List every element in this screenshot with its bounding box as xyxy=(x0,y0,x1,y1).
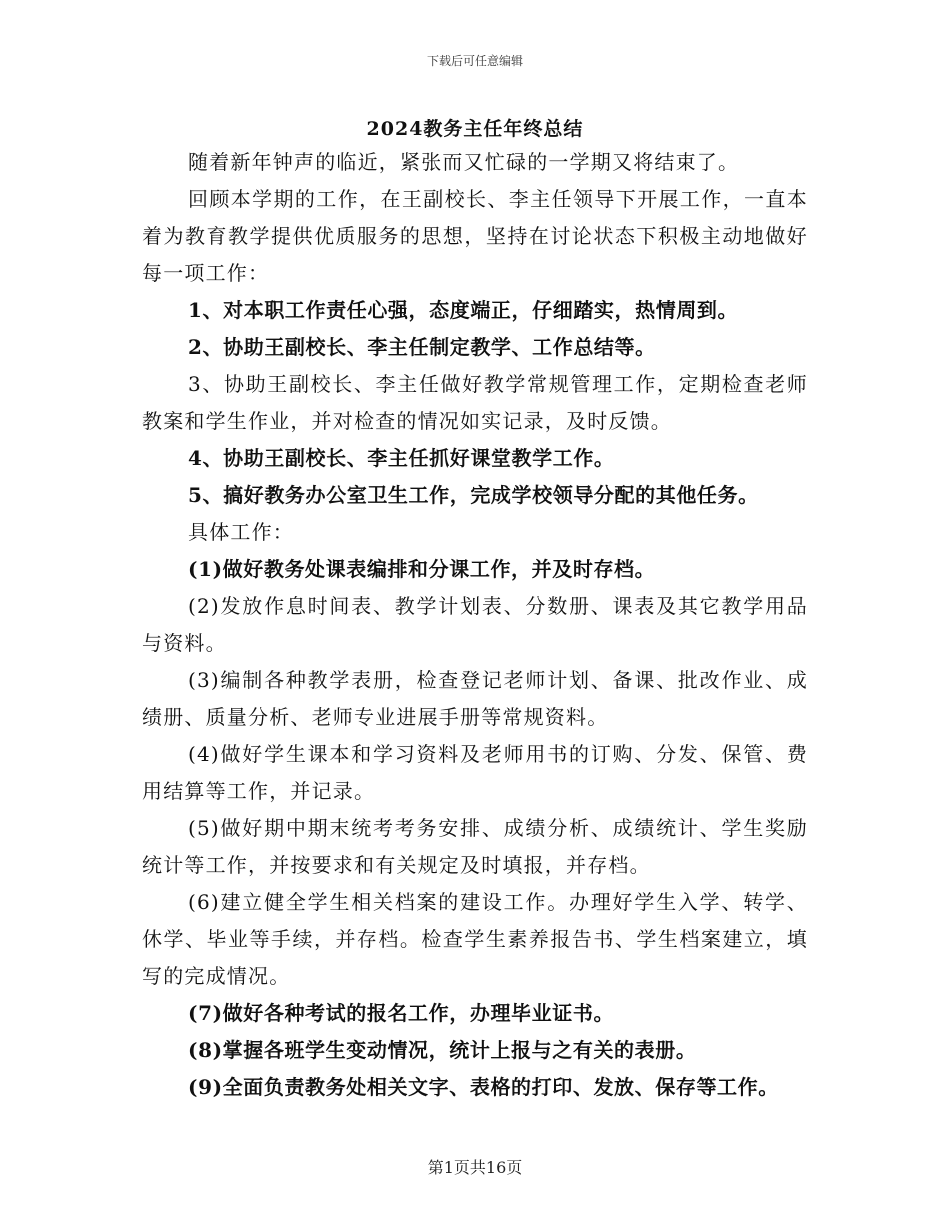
paragraph-17: (9)全面负责教务处相关文字、表格的打印、发放、保存等工作。 xyxy=(188,1075,779,1099)
paragraph-3: 1、对本职工作责任心强，态度端正，仔细踏实，热情周到。 xyxy=(188,298,739,322)
page-header: 下载后可任意编辑 xyxy=(426,54,523,68)
paragraph-5: 3、协助王副校长、李主任做好教学常规管理工作，定期检查老师教案和学生作业，并对检查的情况如实记录，及时反馈。 xyxy=(142,372,808,433)
paragraph-12: (4)做好学生课本和学习资料及老师用书的订购、分发、保管、费用结算等工作，并记录。 xyxy=(142,742,808,803)
paragraph-13: (5)做好期中期末统考考务安排、成绩分析、成绩统计、学生奖励统计等工作，并按要求和有关规定及时填报，并存档。 xyxy=(142,816,808,877)
paragraph-9: (1)做好教务处课表编排和分课工作，并及时存档。 xyxy=(188,557,656,581)
paragraph-11: (3)编制各种教学表册，检查登记老师计划、备课、批改作业、成绩册、质量分析、老师专业进展手册等常规资料。 xyxy=(142,668,808,729)
page-number: 第1页共16页 xyxy=(427,1158,523,1177)
paragraph-8: 具体工作： xyxy=(188,520,294,544)
paragraph-1: 随着新年钟声的临近，紧张而又忙碌的一学期又将结束了。 xyxy=(188,150,740,174)
paragraph-4: 2、协助王副校长、李主任制定教学、工作总结等。 xyxy=(188,335,656,359)
document-body xyxy=(142,144,808,1106)
paragraph-6: 4、协助王副校长、李主任抓好课堂教学工作。 xyxy=(188,446,615,470)
paragraph-2: 回顾本学期的工作，在王副校长、李主任领导下开展工作，一直本着为教育教学提供优质服务的思想，坚持在讨论状态下积极主动地做好每一项工作： xyxy=(142,187,808,285)
paragraph-7: 5、搞好教务办公室卫生工作，完成学校领导分配的其他任务。 xyxy=(188,483,759,507)
paragraph-14: (6)建立健全学生相关档案的建设工作。办理好学生入学、转学、休学、毕业等手续，并存档。检查学生素养报告书、学生档案建立，填写的完成情况。 xyxy=(142,890,808,988)
paragraph-16: (8)掌握各班学生变动情况，统计上报与之有关的表册。 xyxy=(188,1038,697,1062)
paragraph-15: (7)做好各种考试的报名工作，办理毕业证书。 xyxy=(188,1001,615,1025)
document-title: 2024教务主任年终总结 xyxy=(366,118,584,140)
paragraph-10: (2)发放作息时间表、教学计划表、分数册、课表及其它教学用品与资料。 xyxy=(142,594,808,655)
